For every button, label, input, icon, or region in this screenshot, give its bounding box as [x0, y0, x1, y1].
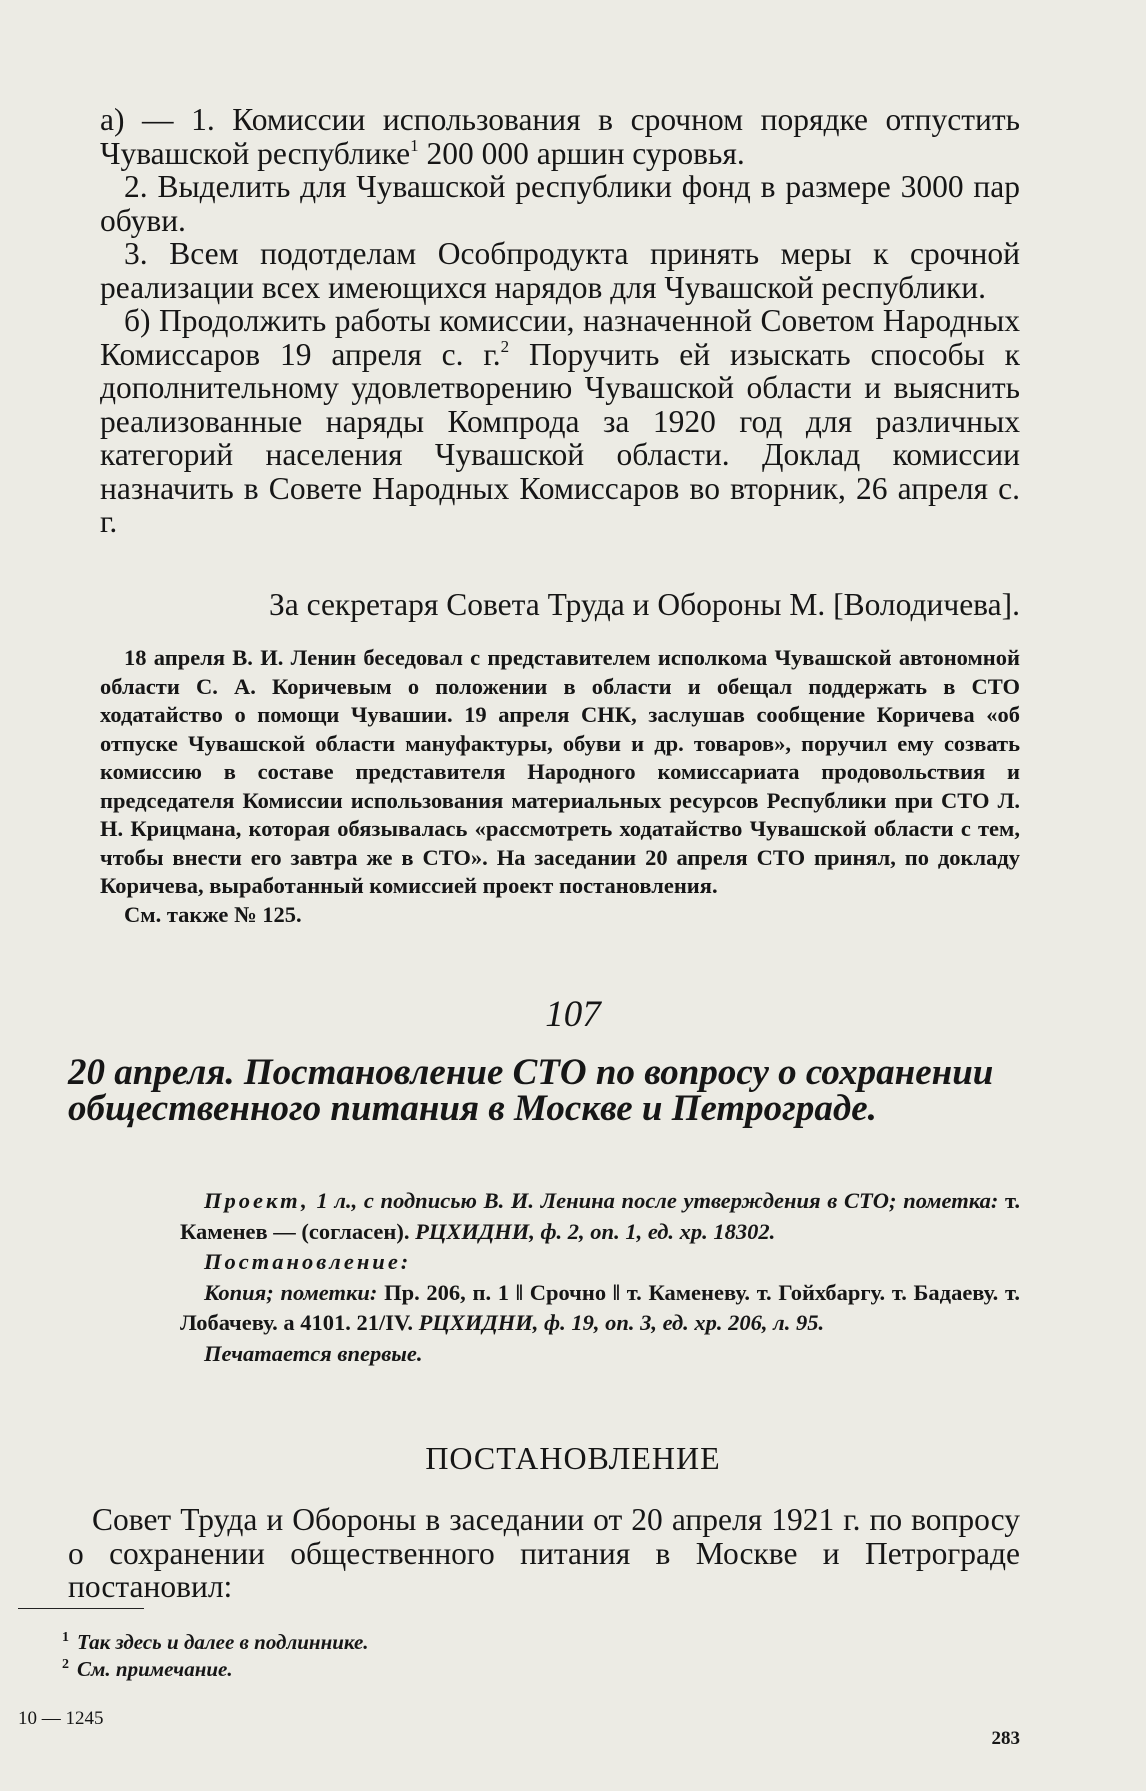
page-number: 283: [991, 1728, 1020, 1749]
archive-ref-3: Копия; пометки: Пр. 206, п. 1 ‖ Срочно ‖ т. Каменеву. т. Гойхбаргу. т. Бадаеву. т. Лобачеву. а 4101. 21/IV. РЦХИДНИ, ф. 19, оп. 3, ед. хр. 206, л. 95.: [180, 1279, 1020, 1335]
signature-line: За секретаря Совета Труда и Обороны М. [Володичева].: [268, 587, 1020, 622]
document-title: 20 апреля. Постановление СТО по вопросу о сохранении общественного питания в Москве и Петрограде.: [68, 1052, 994, 1129]
note-paragraph: 18 апреля В. И. Ленин беседовал с представителем исполкома Чувашской автономной области С. А. Коричевым о положении в области и обещал поддержать в СТО ходатайство о помощи Чувашии. 19 апреля СНК, заслушав сообщение Коричева «об отпуске Чувашской области мануфактуры, обуви и др. товаров», поручил ему созвать комиссию в составе представителя Народного комиссариата продовольствия и председателя Комиссии использования материальных ресурсов Республики при СТО Л. Н. Крицмана, которая обязывалась «рассмотреть ходатайство Чувашской области с тем, чтобы внести его завтра же в СТО». На заседании 20 апреля СТО принял, по докладу Коричева, выработанный комиссией проект постановления.: [100, 645, 1020, 898]
resolution-text-top: [100, 103, 1020, 539]
archive-ref-2: Постановление:: [204, 1249, 412, 1274]
footnote-2: $^2$ См. примечание.: [62, 1657, 233, 1681]
paragraph-2: 2. Выделить для Чувашской республики фонд в размере 3000 пар обуви.: [100, 169, 1020, 238]
archive-ref-1: Проект, 1 л., с подписью В. И. Ленина после утверждения в СТО; пометка: т. Каменев — (согласен). РЦХИДНИ, ф. 2, оп. 1, ед. хр. 18302.: [180, 1188, 1020, 1244]
decree-text: Совет Труда и Обороны в заседании от 20 апреля 1921 г. по вопросу о сохранении общественного питания в Москве и Петрограде постановил:: [68, 1502, 1020, 1604]
footnote-1: $^1$ Так здесь и далее в подлиннике.: [62, 1630, 369, 1654]
note-see-also: См. также № 125.: [124, 901, 302, 927]
paragraph-1: а) — 1. Комиссии использования в срочном порядке отпустить Чувашской республике$^1$ 200 000 аршин суровья.: [100, 102, 1020, 171]
footnote-ref-1: 1: [410, 135, 419, 155]
footnotes: [62, 1629, 962, 1683]
decree-heading: ПОСТАНОВЛЕНИЕ: [425, 1440, 721, 1476]
double-bar-separator: ‖: [515, 1279, 524, 1305]
paragraph-3: 3. Всем подотделам Особпродукта принять меры к срочной реализации всех имеющихся нарядов для Чувашской республики.: [100, 236, 1020, 305]
archive-ref-4: Печатается впервые.: [204, 1340, 423, 1366]
editorial-note: [100, 644, 1020, 929]
footnote-ref-2: 2: [500, 336, 510, 356]
paragraph-4: б) Продолжить работы комиссии, назначенной Советом Народных Комиссаров 19 апреля с. г.$^2$ Поручить ей изыскать способы к дополнительному удовлетворению Чувашской области и выяснить реализованные наряды Компрода за 1920 год для различных категорий населения Чувашской области. Доклад комиссии назначить в Совете Народных Комиссаров во вторник, 26 апреля с. г.: [100, 303, 1020, 539]
print-code: 10 — 1245: [18, 1708, 104, 1729]
double-bar-separator: ‖: [612, 1279, 621, 1305]
document-number: 107: [545, 994, 601, 1035]
archive-references: [180, 1186, 1020, 1369]
footnote-divider: [18, 1608, 144, 1609]
